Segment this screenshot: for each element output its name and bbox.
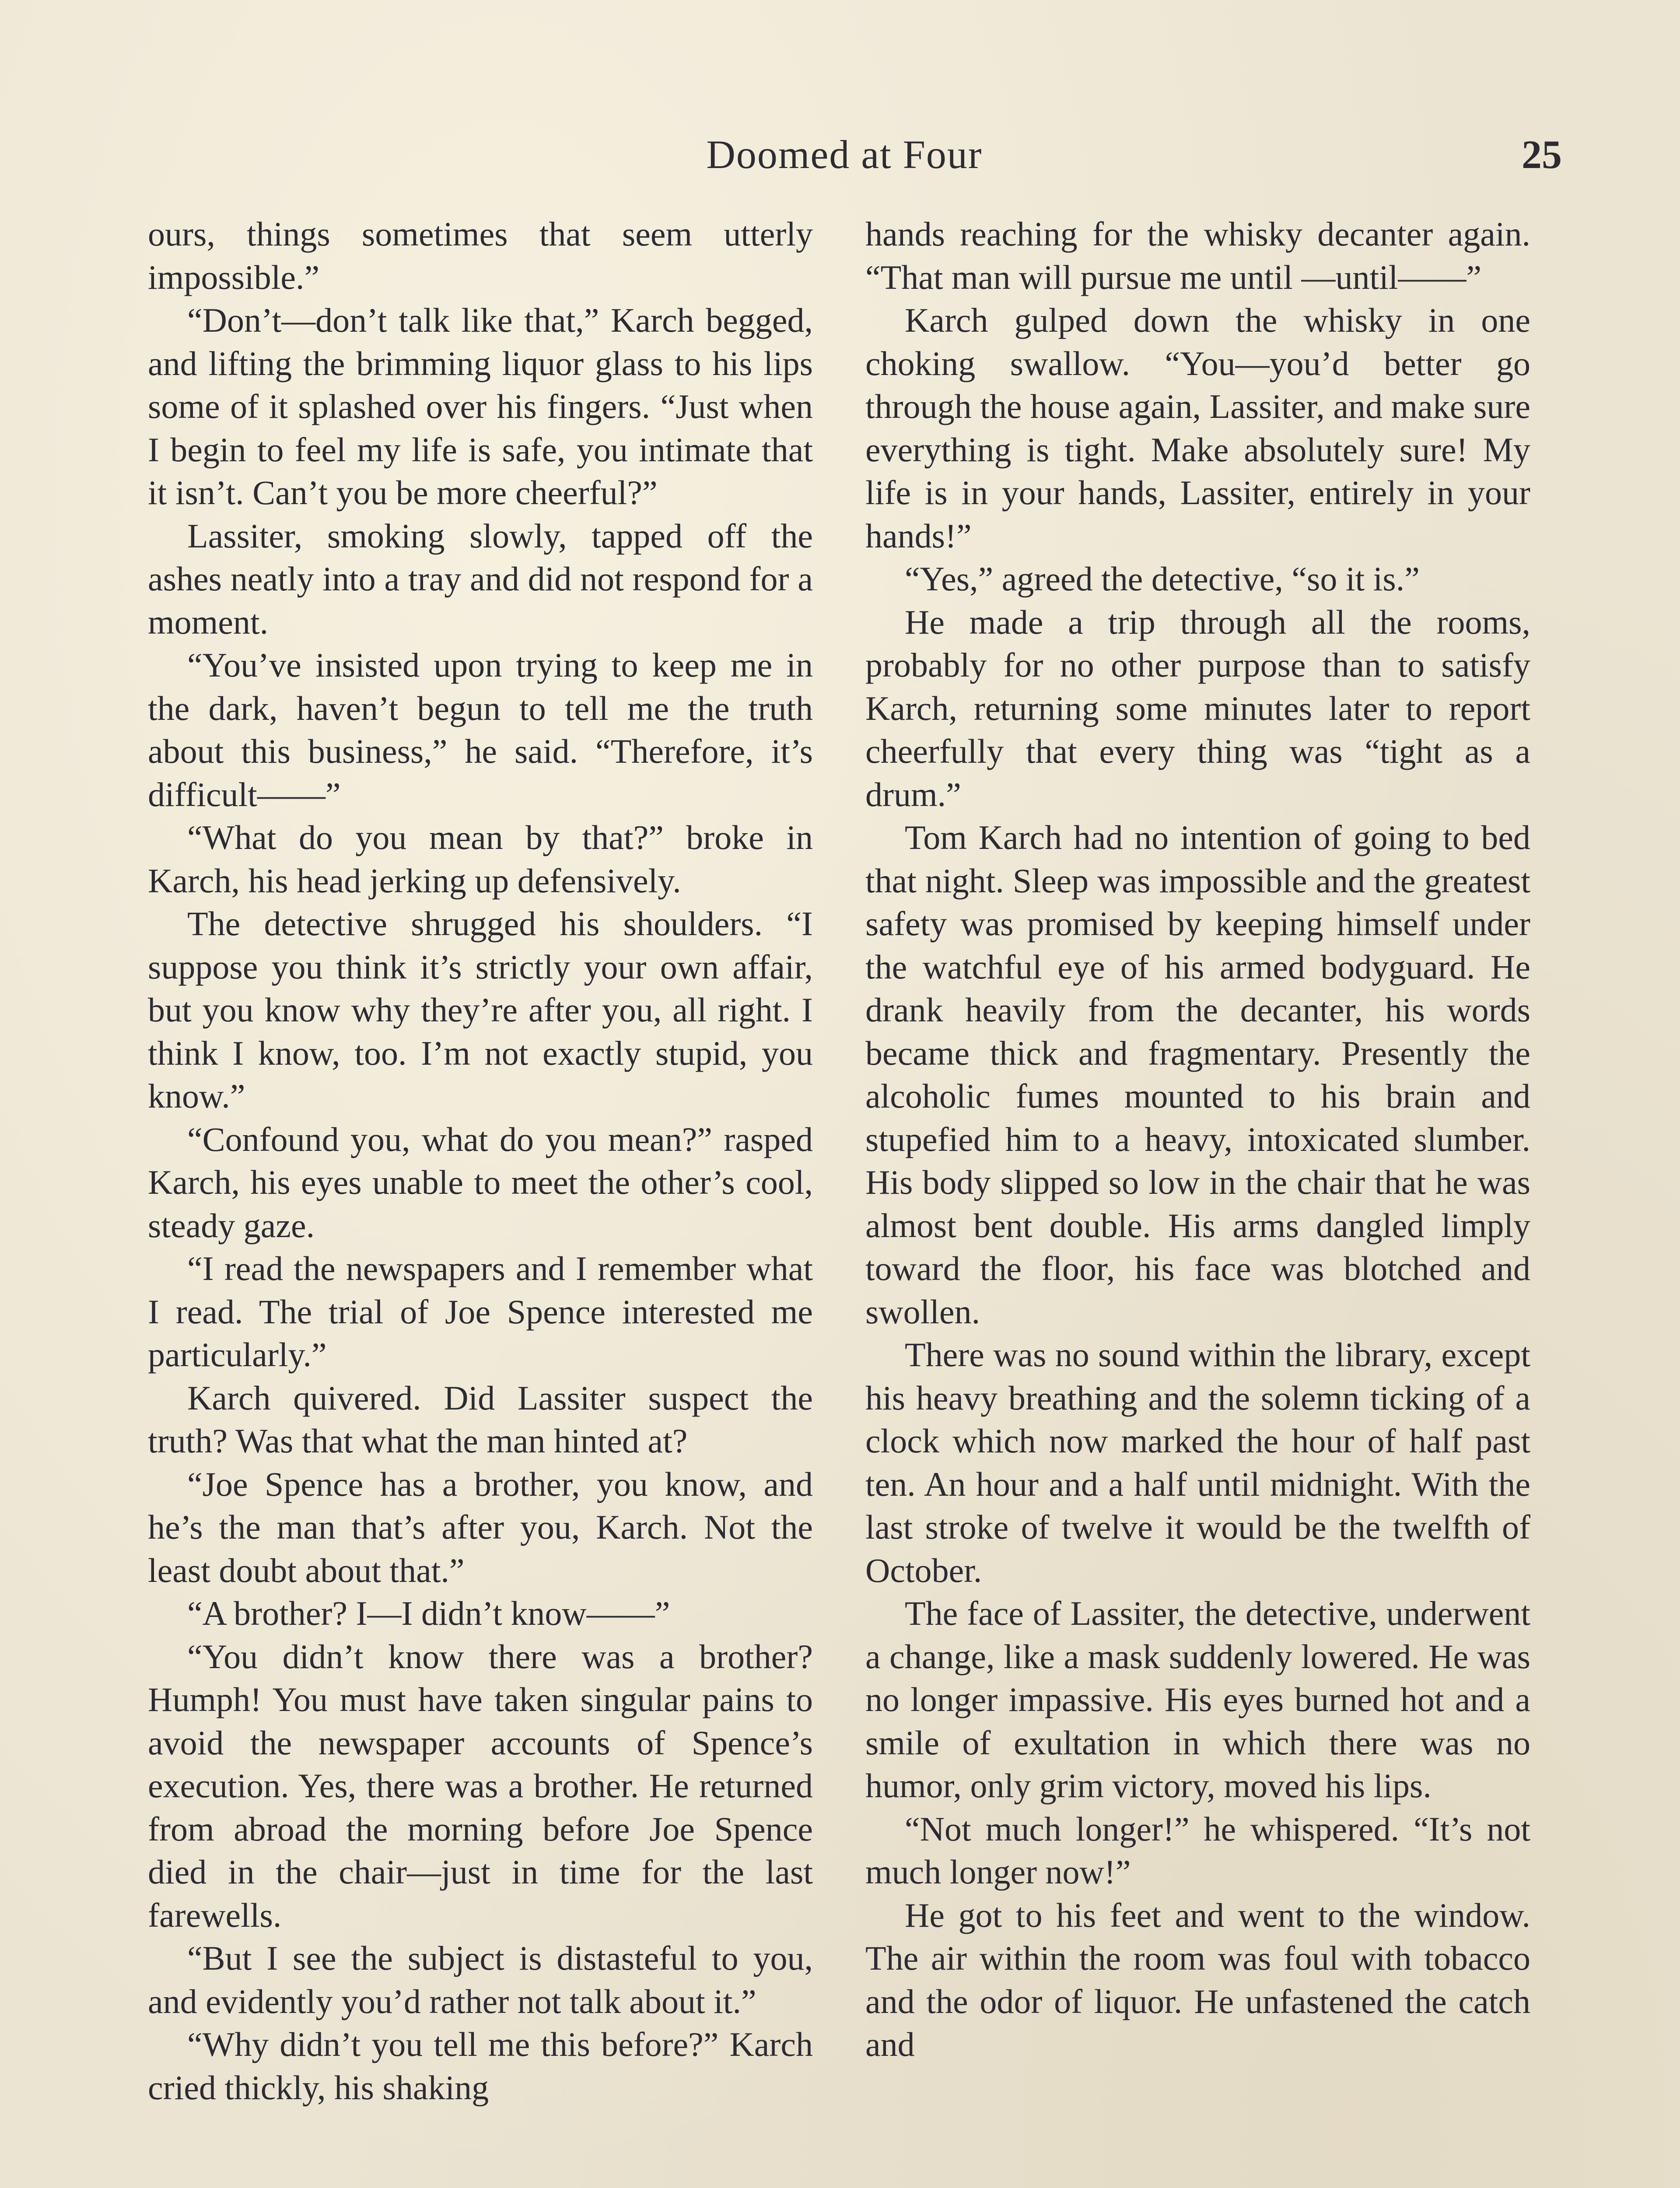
paragraph: Lassiter, smoking slowly, tapped off the ashes neatly into a tray and did not respond for a moment. (148, 516, 813, 641)
running-header (144, 131, 1562, 188)
page-number: 25 (1522, 132, 1562, 177)
left-column (148, 213, 813, 2109)
paragraph: “Joe Spence has a brother, you know, and he’s the man that’s after you, Karch. Not the least doubt about that.” (148, 1465, 813, 1589)
paragraph: The detective shrugged his shoulders. “I suppose you think it’s strictly your own affair, but you know why they’re after you, all right. I think I know, too. I’m not exactly stupid, you know.” (148, 905, 813, 1115)
paragraph: Karch quivered. Did Lassiter suspect the truth? Was that what the man hinted at? (148, 1378, 813, 1460)
paragraph: “You’ve insisted upon trying to keep me in the dark, haven’t begun to tell me the truth about this business,” he said. “Therefore, it’s difficult——” (148, 646, 813, 813)
paragraph: He made a trip through all the rooms, probably for no other purpose than to satisfy Karch, returning some minutes later to report cheerfully that every thing was “tight as a drum.” (865, 603, 1530, 813)
running-title: Doomed at Four (706, 132, 983, 177)
paragraph: hands reaching for the whisky decanter again. “That man will pursue me until —until——” (865, 215, 1530, 296)
paragraph: “Yes,” agreed the detective, “so it is.” (905, 560, 1420, 598)
paragraph: “A brother? I—I didn’t know——” (187, 1594, 670, 1632)
paragraph: “Why didn’t you tell me this before?” Karch cried thickly, his shaking (148, 2025, 813, 2107)
right-column (865, 213, 1530, 2066)
paragraph: “Confound you, what do you mean?” rasped Karch, his eyes unable to meet the other’s cool, steady gaze. (148, 1120, 813, 1245)
paragraph: The face of Lassiter, the detective, underwent a change, like a mask suddenly lowered. He was no longer impassive. His eyes burned hot and a smile of exultation in which there was no humor, only grim victory, moved his lips. (865, 1594, 1530, 1805)
paragraph: ours, things sometimes that seem utterly impossible.” (148, 215, 813, 296)
paragraph: “What do you mean by that?” broke in Karch, his head jerking up defensively. (148, 818, 813, 900)
paragraph: Karch gulped down the whisky in one choking swallow. “You—you’d better go through the house again, Lassiter, and make sure everything is tight. Make absolutely sure! My life is in your hands, Lassiter, entirely in your hands!” (865, 301, 1530, 555)
paragraph: “Don’t—don’t talk like that,” Karch begged, and lifting the brimming liquor glass to his lips some of it splashed over his fingers. “Just when I begin to feel my life is safe, you intimate that it isn’t. Can’t you be more cheerful?” (148, 301, 813, 512)
paragraph: “You didn’t know there was a brother? Humph! You must have taken singular pains to avoid the newspaper accounts of Spence’s execution. Yes, there was a brother. He returned from abroad the morning before Joe Spence died in the chair—just in time for the last farewells. (148, 1637, 813, 1934)
paragraph: “I read the newspapers and I remember what I read. The trial of Joe Spence interested me particularly.” (148, 1249, 813, 1374)
paragraph: There was no sound within the library, except his heavy breathing and the solemn ticking of a clock which now marked the hour of half past ten. An hour and a half until midnight. With the last stroke of twelve it would be the twelfth of October. (865, 1336, 1530, 1589)
paragraph: “Not much longer!” he whispered. “It’s not much longer now!” (865, 1809, 1530, 1891)
paragraph: “But I see the subject is distasteful to you, and evidently you’d rather not talk about it.” (148, 1939, 813, 2020)
paragraph: Tom Karch had no intention of going to bed that night. Sleep was impossible and the greatest safety was promised by keeping himself under the watchful eye of his armed bodyguard. He drank heavily from the decanter, his words became thick and fragmentary. Presently the alcoholic fumes mounted to his brain and stupefied him to a heavy, intoxicated slumber. His body slipped so low in the chair that he was almost bent double. His arms dangled limply toward the floor, his face was blotched and swollen. (865, 818, 1530, 1331)
paragraph: He got to his feet and went to the window. The air within the room was foul with tobacco and the odor of liquor. He unfastened the catch and (865, 1896, 1530, 2063)
